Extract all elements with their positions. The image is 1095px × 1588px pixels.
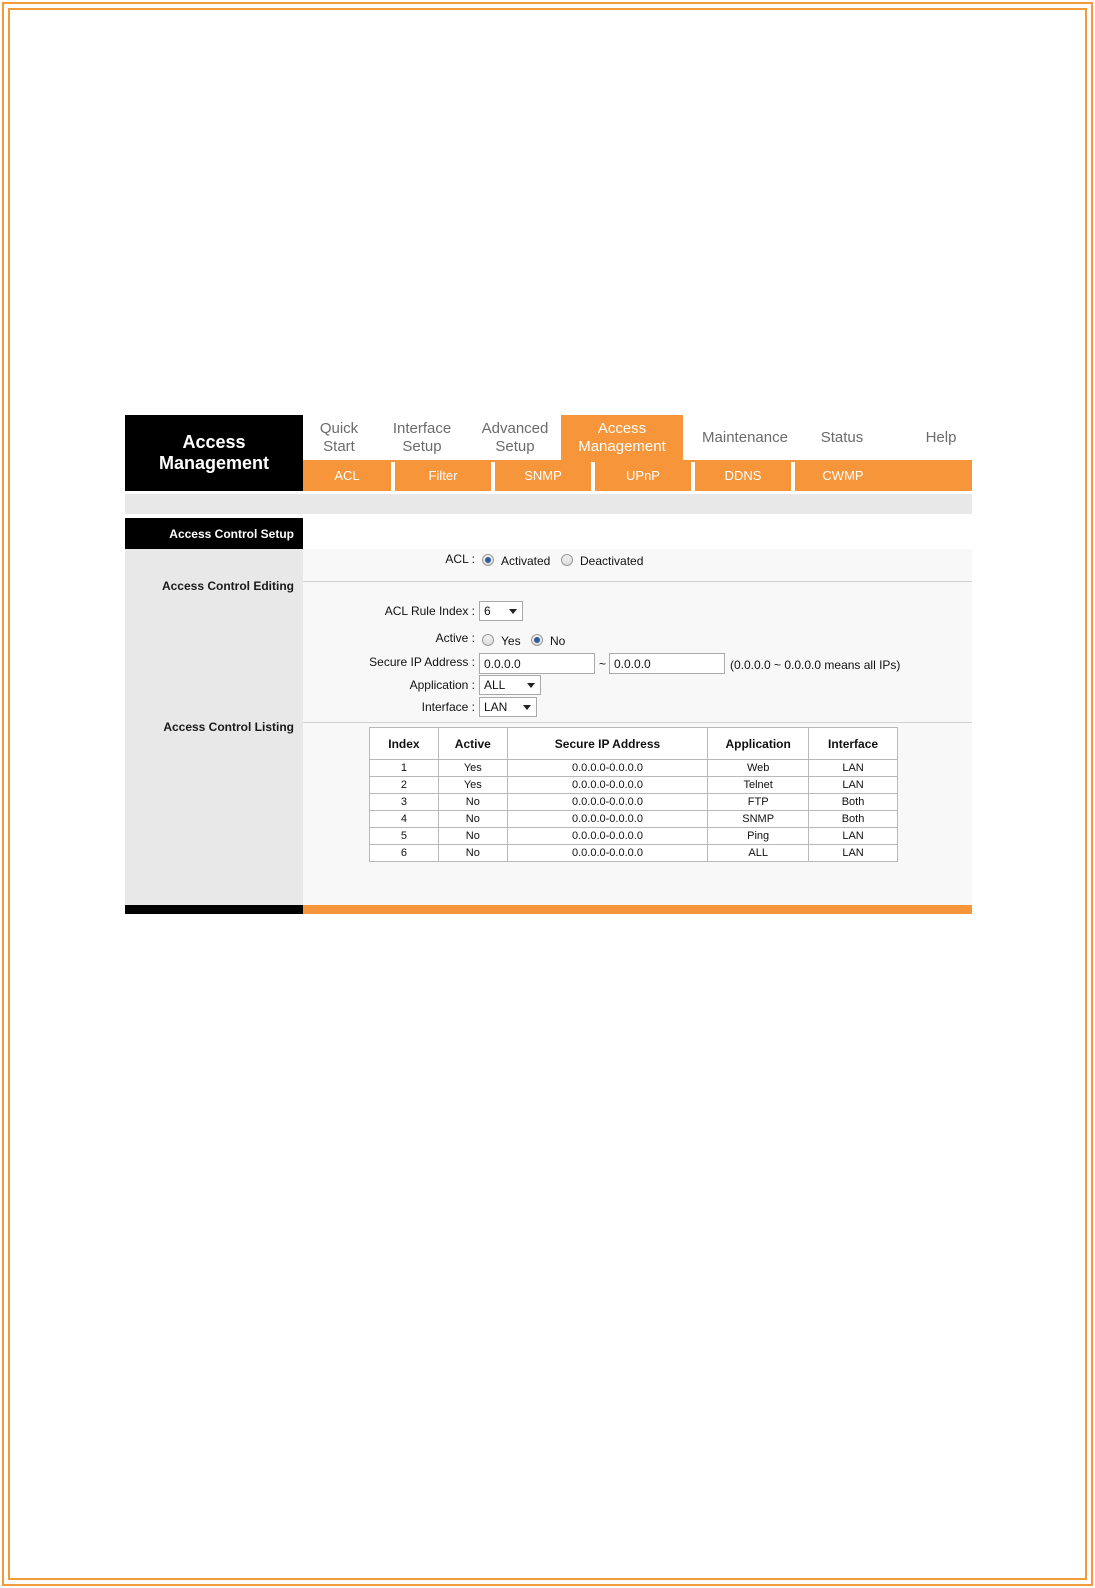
cell-secure-ip: 0.0.0.0-0.0.0.0 xyxy=(507,828,707,845)
interface-select[interactable] xyxy=(479,697,537,717)
cell-application: Ping xyxy=(708,828,809,845)
column-header: Secure IP Address xyxy=(507,728,707,760)
secure-ip-label: Secure IP Address : xyxy=(369,655,475,669)
cell-secure-ip: 0.0.0.0-0.0.0.0 xyxy=(507,811,707,828)
cell-secure-ip: 0.0.0.0-0.0.0.0 xyxy=(507,845,707,862)
column-header: Interface xyxy=(809,728,898,760)
rule-index-label: ACL Rule Index : xyxy=(384,604,475,618)
router-admin-panel xyxy=(125,415,972,914)
footer-bar-right xyxy=(303,905,972,914)
cell-index: 5 xyxy=(370,828,439,845)
tab-interface-setup[interactable] xyxy=(375,415,469,460)
brand-line-1: Access xyxy=(182,432,246,452)
active-yes-radio[interactable] xyxy=(482,634,494,646)
section-divider xyxy=(303,581,972,582)
tab-label: Help xyxy=(925,428,957,446)
application-label: Application : xyxy=(409,678,475,692)
column-header: Active xyxy=(438,728,507,760)
tab-access-management[interactable] xyxy=(561,415,683,460)
column-header: Application xyxy=(708,728,809,760)
tab-label: Setup xyxy=(402,437,442,455)
table-row xyxy=(370,777,898,794)
subtab-snmp[interactable]: SNMP xyxy=(524,468,562,483)
tab-label: Advanced xyxy=(481,419,549,437)
tab-label: Setup xyxy=(495,437,535,455)
cell-interface: LAN xyxy=(809,777,898,794)
subtab-upnp[interactable]: UPnP xyxy=(626,468,660,483)
ip-end-input[interactable] xyxy=(609,653,725,674)
sidebar-heading-editing: Access Control Editing xyxy=(161,579,294,593)
content-top-strip xyxy=(303,518,972,549)
table-header-row xyxy=(370,728,898,760)
table-row xyxy=(370,760,898,777)
tab-label: Quick xyxy=(319,419,359,437)
cell-index: 4 xyxy=(370,811,439,828)
cell-active: No xyxy=(438,811,507,828)
acl-deactivated-label: Deactivated xyxy=(580,554,644,568)
subtab-cwmp[interactable]: CWMP xyxy=(822,468,864,483)
acl-label: ACL : xyxy=(445,552,475,566)
tab-advanced-setup[interactable] xyxy=(469,415,561,460)
cell-index: 3 xyxy=(370,794,439,811)
sub-navigation xyxy=(303,460,972,491)
subtab-acl[interactable]: ACL xyxy=(334,468,360,483)
acl-activated-radio[interactable] xyxy=(482,554,494,566)
chevron-down-icon xyxy=(527,683,535,688)
column-header: Index xyxy=(370,728,439,760)
cell-interface: Both xyxy=(809,794,898,811)
cell-index: 2 xyxy=(370,777,439,794)
ip-range-separator: ~ xyxy=(599,657,607,671)
acl-listing-table xyxy=(369,727,898,862)
tab-label: Maintenance xyxy=(702,428,788,446)
interface-label: Interface : xyxy=(421,700,475,714)
table-row xyxy=(370,845,898,862)
ip-start-input[interactable] xyxy=(479,653,595,674)
active-no-label: No xyxy=(550,634,566,648)
brand-line-2: Management xyxy=(158,453,270,473)
subtab-ddns[interactable]: DDNS xyxy=(724,468,762,483)
cell-active: No xyxy=(438,794,507,811)
sidebar-heading-setup: Access Control Setup xyxy=(125,518,303,549)
main-content xyxy=(303,518,972,905)
table-row xyxy=(370,794,898,811)
cell-application: Web xyxy=(708,760,809,777)
top-navigation xyxy=(303,415,972,460)
active-yes-label: Yes xyxy=(501,634,521,648)
interface-value: LAN xyxy=(484,700,508,714)
cell-index: 1 xyxy=(370,760,439,777)
acl-deactivated-radio[interactable] xyxy=(561,554,573,566)
acl-activated-label: Activated xyxy=(501,554,551,568)
tab-quick-start[interactable] xyxy=(303,415,375,460)
sidebar-heading-listing: Access Control Listing xyxy=(163,720,294,734)
application-select[interactable] xyxy=(479,675,541,695)
cell-index: 6 xyxy=(370,845,439,862)
footer-bar-left xyxy=(125,905,303,914)
tab-label: Start xyxy=(323,437,355,455)
cell-secure-ip: 0.0.0.0-0.0.0.0 xyxy=(507,760,707,777)
active-label: Active : xyxy=(435,631,475,645)
chevron-down-icon xyxy=(523,705,531,710)
table-row xyxy=(370,828,898,845)
tab-label: Access xyxy=(597,419,647,437)
tab-label: Status xyxy=(820,428,864,446)
cell-active: No xyxy=(438,828,507,845)
cell-interface: LAN xyxy=(809,760,898,777)
tab-help[interactable] xyxy=(913,415,969,460)
cell-secure-ip: 0.0.0.0-0.0.0.0 xyxy=(507,777,707,794)
active-no-radio[interactable] xyxy=(531,634,543,646)
header-gap-band xyxy=(125,494,972,514)
application-value: ALL xyxy=(484,678,506,692)
cell-application: FTP xyxy=(708,794,809,811)
subtab-filter[interactable]: Filter xyxy=(428,468,458,483)
cell-application: ALL xyxy=(708,845,809,862)
brand-block xyxy=(125,415,303,491)
cell-interface: LAN xyxy=(809,828,898,845)
cell-secure-ip: 0.0.0.0-0.0.0.0 xyxy=(507,794,707,811)
ip-range-note: (0.0.0.0 ~ 0.0.0.0 means all IPs) xyxy=(730,658,901,672)
tab-status[interactable] xyxy=(807,415,877,460)
tab-label: Management xyxy=(578,437,666,455)
cell-application: Telnet xyxy=(708,777,809,794)
cell-active: Yes xyxy=(438,760,507,777)
tab-maintenance[interactable] xyxy=(683,415,807,460)
cell-interface: Both xyxy=(809,811,898,828)
rule-index-select[interactable] xyxy=(479,601,523,621)
section-sidebar xyxy=(125,518,303,905)
tab-label: Interface xyxy=(392,419,452,437)
rule-index-value: 6 xyxy=(484,604,491,618)
cell-application: SNMP xyxy=(708,811,809,828)
cell-interface: LAN xyxy=(809,845,898,862)
cell-active: No xyxy=(438,845,507,862)
table-row xyxy=(370,811,898,828)
section-divider xyxy=(303,722,972,723)
cell-active: Yes xyxy=(438,777,507,794)
chevron-down-icon xyxy=(509,609,517,614)
